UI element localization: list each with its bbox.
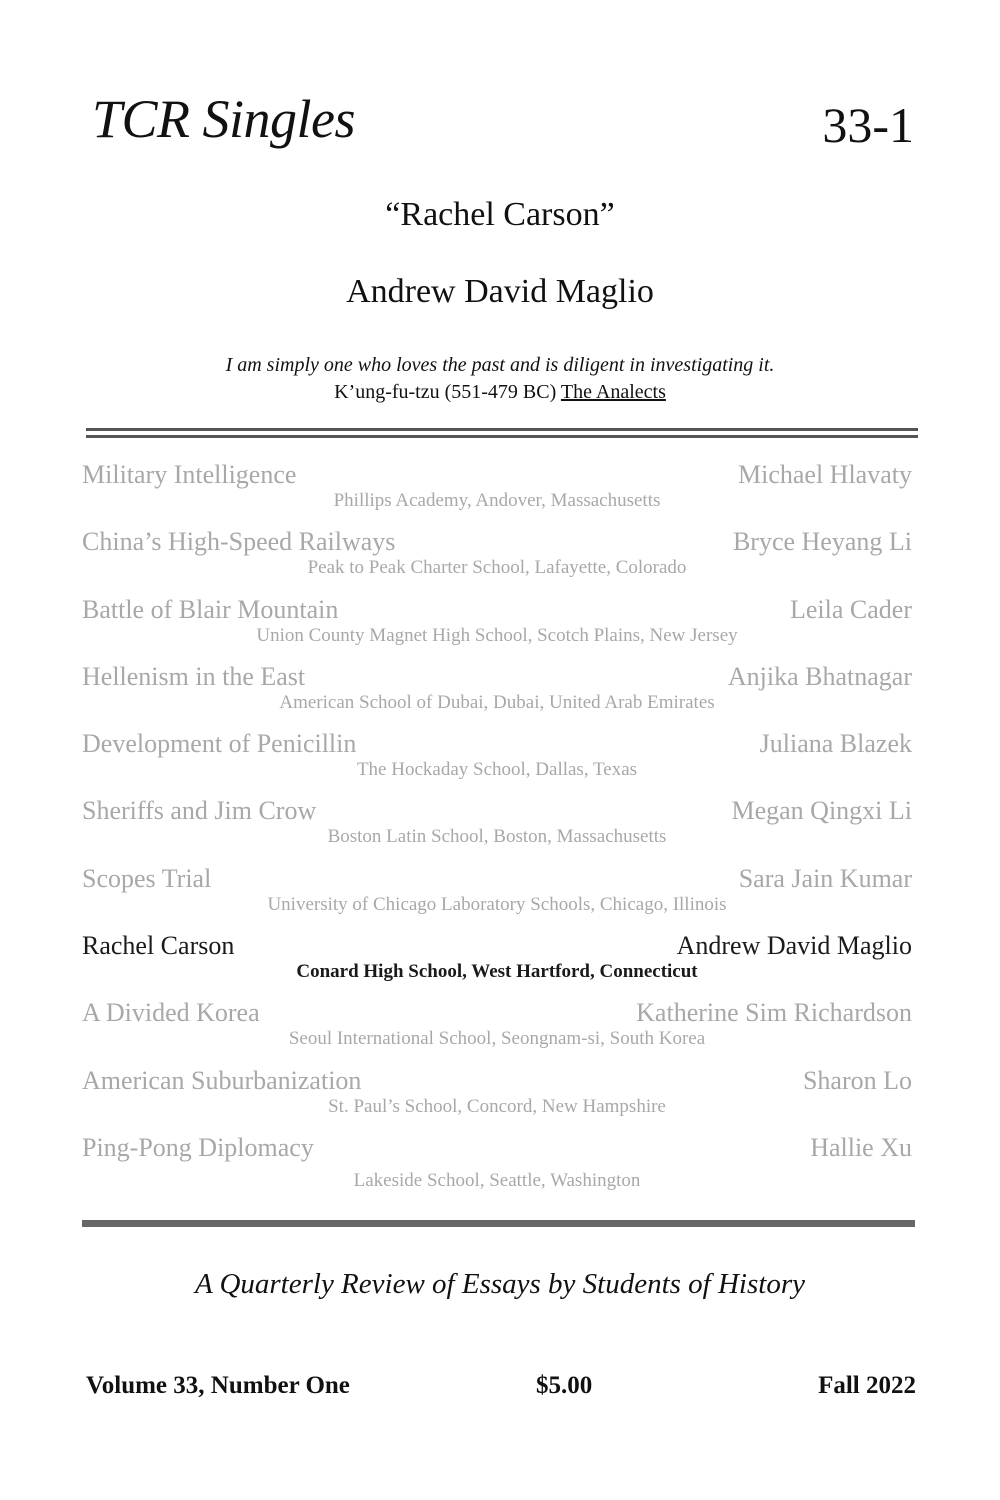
entry-school: Union County Magnet High School, Scotch Plains, New Jersey [256, 624, 738, 646]
series-title: TCR Singles [92, 89, 356, 149]
entry-author: Leila Cader [790, 594, 912, 624]
entry-author: Juliana Blazek [759, 729, 912, 759]
entry-school: Peak to Peak Charter School, Lafayette, Colorado [307, 557, 687, 579]
contents-entry-highlighted [82, 930, 912, 997]
entry-title: Sheriffs and Jim Crow [82, 796, 317, 826]
entry-author: Hallie Xu [810, 1132, 912, 1162]
footer [86, 1372, 916, 1400]
entry-author: Sharon Lo [802, 1065, 912, 1095]
entry-school: The Hockaday School, Dallas, Texas [356, 759, 638, 781]
season: Fall 2022 [818, 1372, 916, 1399]
entry-school: Phillips Academy, Andover, Massachusetts [333, 490, 661, 511]
contents-entry [82, 1065, 912, 1132]
entry-title: American Suburbanization [82, 1065, 362, 1095]
tagline: A Quarterly Review of Essays by Students of History [195, 1268, 805, 1300]
entry-author: Michael Hlavaty [738, 460, 912, 489]
entry-school: St. Paul’s School, Concord, New Hampshire [328, 1095, 666, 1117]
issue-number: 33-1 [822, 97, 914, 153]
entry-school: Boston Latin School, Boston, Massachusetts [327, 826, 667, 848]
entry-title: Hellenism in the East [82, 661, 306, 691]
entry-school: American School of Dubai, Dubai, United Arab Emirates [279, 691, 715, 713]
entry-title: A Divided Korea [82, 998, 260, 1028]
entry-title: Battle of Blair Mountain [82, 594, 339, 624]
epigraph-attribution: K’ung-fu-tzu (551-479 BC) [334, 381, 561, 403]
contents-entry [82, 863, 912, 930]
entry-author: Bryce Heyang Li [732, 527, 912, 557]
entry-title: Military Intelligence [82, 460, 297, 489]
entry-author: Andrew David Maglio [676, 931, 912, 961]
contents-entry [82, 997, 912, 1064]
epigraph-work: The Analects [560, 381, 666, 403]
double-rule-divider [86, 428, 918, 438]
entry-author: Anjika Bhatnagar [727, 661, 912, 691]
contents-entry [82, 526, 912, 593]
epigraph-quote: I am simply one who loves the past and is diligent in investigating it. [225, 354, 775, 376]
entry-title: Development of Penicillin [82, 729, 357, 759]
price: $5.00 [536, 1372, 593, 1399]
contents-entry [82, 594, 912, 661]
entry-school: University of Chicago Laboratory Schools, Chicago, Illinois [267, 893, 727, 915]
contents-entry [82, 728, 912, 795]
thick-rule-divider [82, 1220, 915, 1227]
entry-title: Scopes Trial [82, 863, 212, 893]
entry-title: Rachel Carson [82, 931, 235, 961]
contents-entry [82, 1132, 912, 1199]
featured-essay-title: “Rachel Carson” [385, 196, 615, 233]
contents-entry [82, 459, 912, 526]
entry-author: Sara Jain Kumar [738, 863, 912, 893]
entry-author: Megan Qingxi Li [731, 796, 912, 826]
entry-school: Lakeside School, Seattle, Washington [353, 1169, 641, 1191]
contents-entry [82, 795, 912, 862]
entry-school: Seoul International School, Seongnam-si, South Korea [288, 1028, 706, 1050]
featured-essay-author: Andrew David Maglio [346, 273, 654, 310]
entry-school: Conard High School, West Hartford, Connecticut [296, 961, 698, 983]
entry-author: Katherine Sim Richardson [636, 998, 912, 1028]
contents-entry [82, 661, 912, 728]
entry-title: Ping-Pong Diplomacy [82, 1132, 314, 1162]
volume-info: Volume 33, Number One [86, 1372, 350, 1399]
entry-title: China’s High-Speed Railways [82, 527, 396, 557]
epigraph [0, 352, 1000, 406]
table-of-contents [82, 459, 912, 1199]
